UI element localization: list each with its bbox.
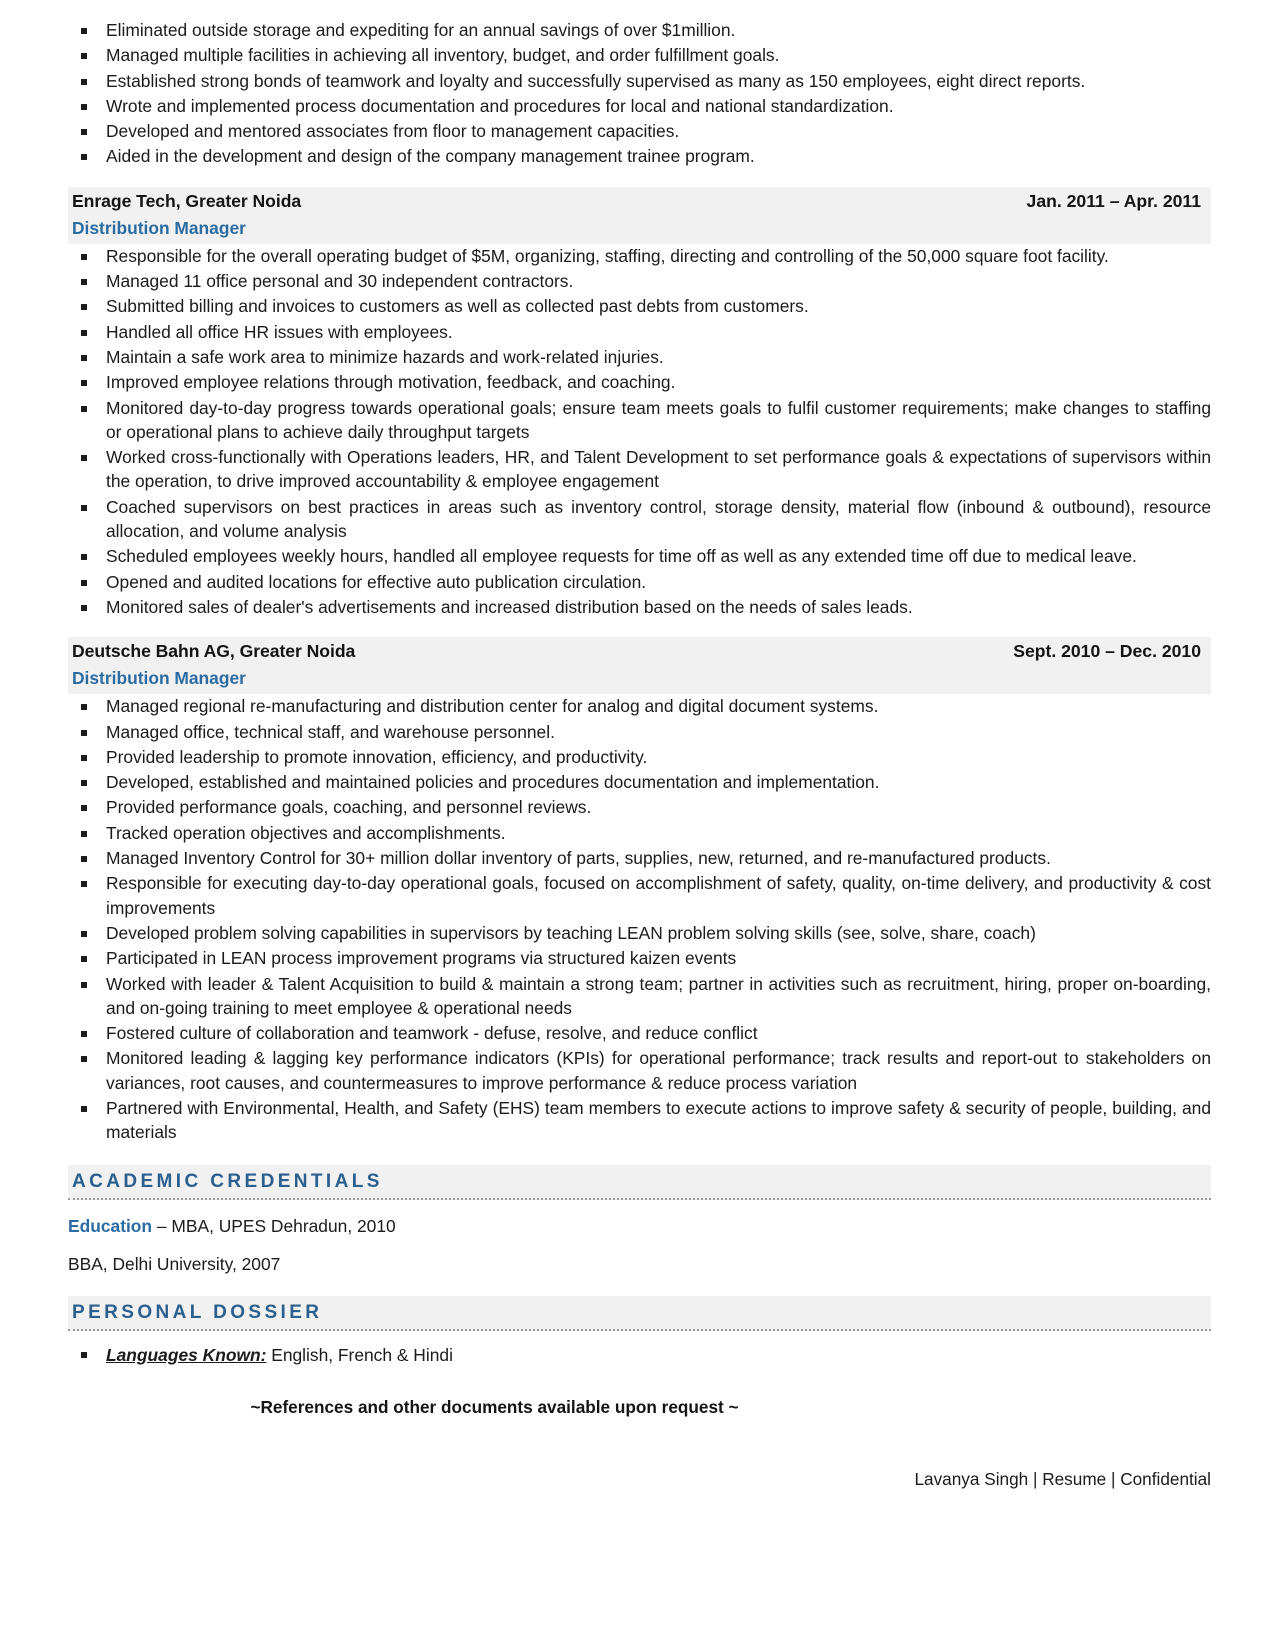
list-item: Tracked operation objectives and accomplishments. — [68, 821, 1211, 845]
education-line-secondary: BBA, Delhi University, 2007 — [68, 1253, 281, 1274]
list-item: Managed Inventory Control for 30+ million dollar inventory of parts, supplies, new, returned, and re-manufactured products. — [68, 846, 1211, 870]
list-item: Managed 11 office personal and 30 independent contractors. — [68, 269, 1211, 293]
list-item: Handled all office HR issues with employees. — [68, 320, 1211, 344]
list-item: Submitted billing and invoices to customers as well as collected past debts from customers. — [68, 294, 1211, 318]
list-item: Managed regional re-manufacturing and distribution center for analog and digital document systems. — [68, 694, 1211, 718]
list-item: Monitored leading & lagging key performance indicators (KPIs) for operational performance; track results and report-out to stakeholders on variances, root causes, and countermeasures to improve performance & reduce process variation — [68, 1046, 1211, 1095]
languages-known-value: English, French & Hindi — [266, 1344, 453, 1365]
list-item: Worked cross-functionally with Operations leaders, HR, and Talent Development to set performance goals & expectations of supervisors within the operation, to drive improved accountability & employee engagement — [68, 445, 1211, 494]
section-heading-academic: ACADEMIC CREDENTIALS — [72, 1170, 383, 1192]
continued-bullet-list — [68, 18, 1211, 169]
list-item: Responsible for the overall operating budget of $5M, organizing, staffing, directing and controlling of the 50,000 square foot facility. — [68, 244, 1211, 268]
job-company: Deutsche Bahn AG, Greater Noida — [72, 641, 356, 662]
job-title: Distribution Manager — [72, 668, 246, 689]
list-item: Managed office, technical staff, and warehouse personnel. — [68, 720, 1211, 744]
section-academic-credentials — [68, 1165, 1211, 1200]
list-item: Worked with leader & Talent Acquisition to build & maintain a strong team; partner in activities such as recruitment, hiring, proper on-boarding, and on-going training to meet employee & operational needs — [68, 972, 1211, 1021]
job-header-line — [72, 641, 1201, 662]
list-item: Fostered culture of collaboration and teamwork - defuse, resolve, and reduce conflict — [68, 1021, 1211, 1045]
list-item: Partnered with Environmental, Health, and Safety (EHS) team members to execute actions to improve safety & security of people, building, and materials — [68, 1096, 1211, 1145]
job-company: Enrage Tech, Greater Noida — [72, 190, 302, 211]
list-item: Managed multiple facilities in achieving all inventory, budget, and order fulfillment goals. — [68, 43, 1211, 67]
languages-known-label: Languages Known: — [106, 1344, 267, 1365]
list-item: Established strong bonds of teamwork and loyalty and successfully supervised as many as 150 employees, eight direct reports. — [68, 69, 1211, 93]
job-dates: Sept. 2010 – Dec. 2010 — [1013, 641, 1201, 662]
list-item: Opened and audited locations for effective auto publication circulation. — [68, 570, 1211, 594]
section-heading-dossier: PERSONAL DOSSIER — [72, 1301, 323, 1323]
list-item: Developed problem solving capabilities in supervisors by teaching LEAN problem solving skills (see, solve, share, coach) — [68, 921, 1211, 945]
education-line-primary — [68, 1214, 1211, 1238]
job-dates: Jan. 2011 – Apr. 2011 — [1026, 190, 1201, 211]
list-item: Monitored sales of dealer's advertisements and increased distribution based on the needs of sales leads. — [68, 595, 1211, 619]
job-header-band — [68, 637, 1211, 694]
experience-section — [68, 187, 1211, 1145]
job-header-band — [68, 187, 1211, 244]
education-label: Education — [68, 1215, 153, 1236]
list-item: Provided leadership to promote innovation, efficiency, and productivity. — [68, 745, 1211, 769]
section-personal-dossier — [68, 1296, 1211, 1331]
list-item: Scheduled employees weekly hours, handled all employee requests for time off as well as any extended time off due to medical leave. — [68, 544, 1211, 568]
list-item: Provided performance goals, coaching, and personnel reviews. — [68, 795, 1211, 819]
list-item: Developed, established and maintained policies and procedures documentation and implementation. — [68, 770, 1211, 794]
dossier-list — [68, 1343, 1211, 1367]
list-item: Responsible for executing day-to-day operational goals, focused on accomplishment of safety, quality, on-time delivery, and productivity & cost improvements — [68, 871, 1211, 920]
list-item: Monitored day-to-day progress towards operational goals; ensure team meets goals to fulfil customer requirements; make changes to staffing or operational plans to achieve daily throughput targets — [68, 396, 1211, 445]
list-item: Improved employee relations through motivation, feedback, and coaching. — [68, 370, 1211, 394]
list-item: Eliminated outside storage and expediting for an annual savings of over $1million. — [68, 18, 1211, 42]
list-item: Developed and mentored associates from floor to management capacities. — [68, 119, 1211, 143]
list-item: Aided in the development and design of the company management trainee program. — [68, 144, 1211, 168]
list-item: Maintain a safe work area to minimize hazards and work-related injuries. — [68, 345, 1211, 369]
job-entry — [68, 637, 1211, 1144]
job-entry — [68, 187, 1211, 619]
list-item-languages — [68, 1343, 1211, 1367]
job-bullet-list — [68, 694, 1211, 1144]
list-item: Participated in LEAN process improvement programs via structured kaizen events — [68, 946, 1211, 970]
list-item: Wrote and implemented process documentation and procedures for local and national standardization. — [68, 94, 1211, 118]
education-value: – MBA, UPES Dehradun, 2010 — [152, 1215, 396, 1236]
page-footer: Lavanya Singh | Resume | Confidential — [914, 1469, 1211, 1489]
job-header-line — [72, 191, 1201, 212]
job-bullet-list — [68, 244, 1211, 619]
job-title: Distribution Manager — [72, 217, 246, 238]
list-item: Coached supervisors on best practices in areas such as inventory control, storage density, material flow (inbound & outbound), resource allocation, and volume analysis — [68, 495, 1211, 544]
references-note: ~References and other documents available upon request ~ — [250, 1396, 739, 1417]
